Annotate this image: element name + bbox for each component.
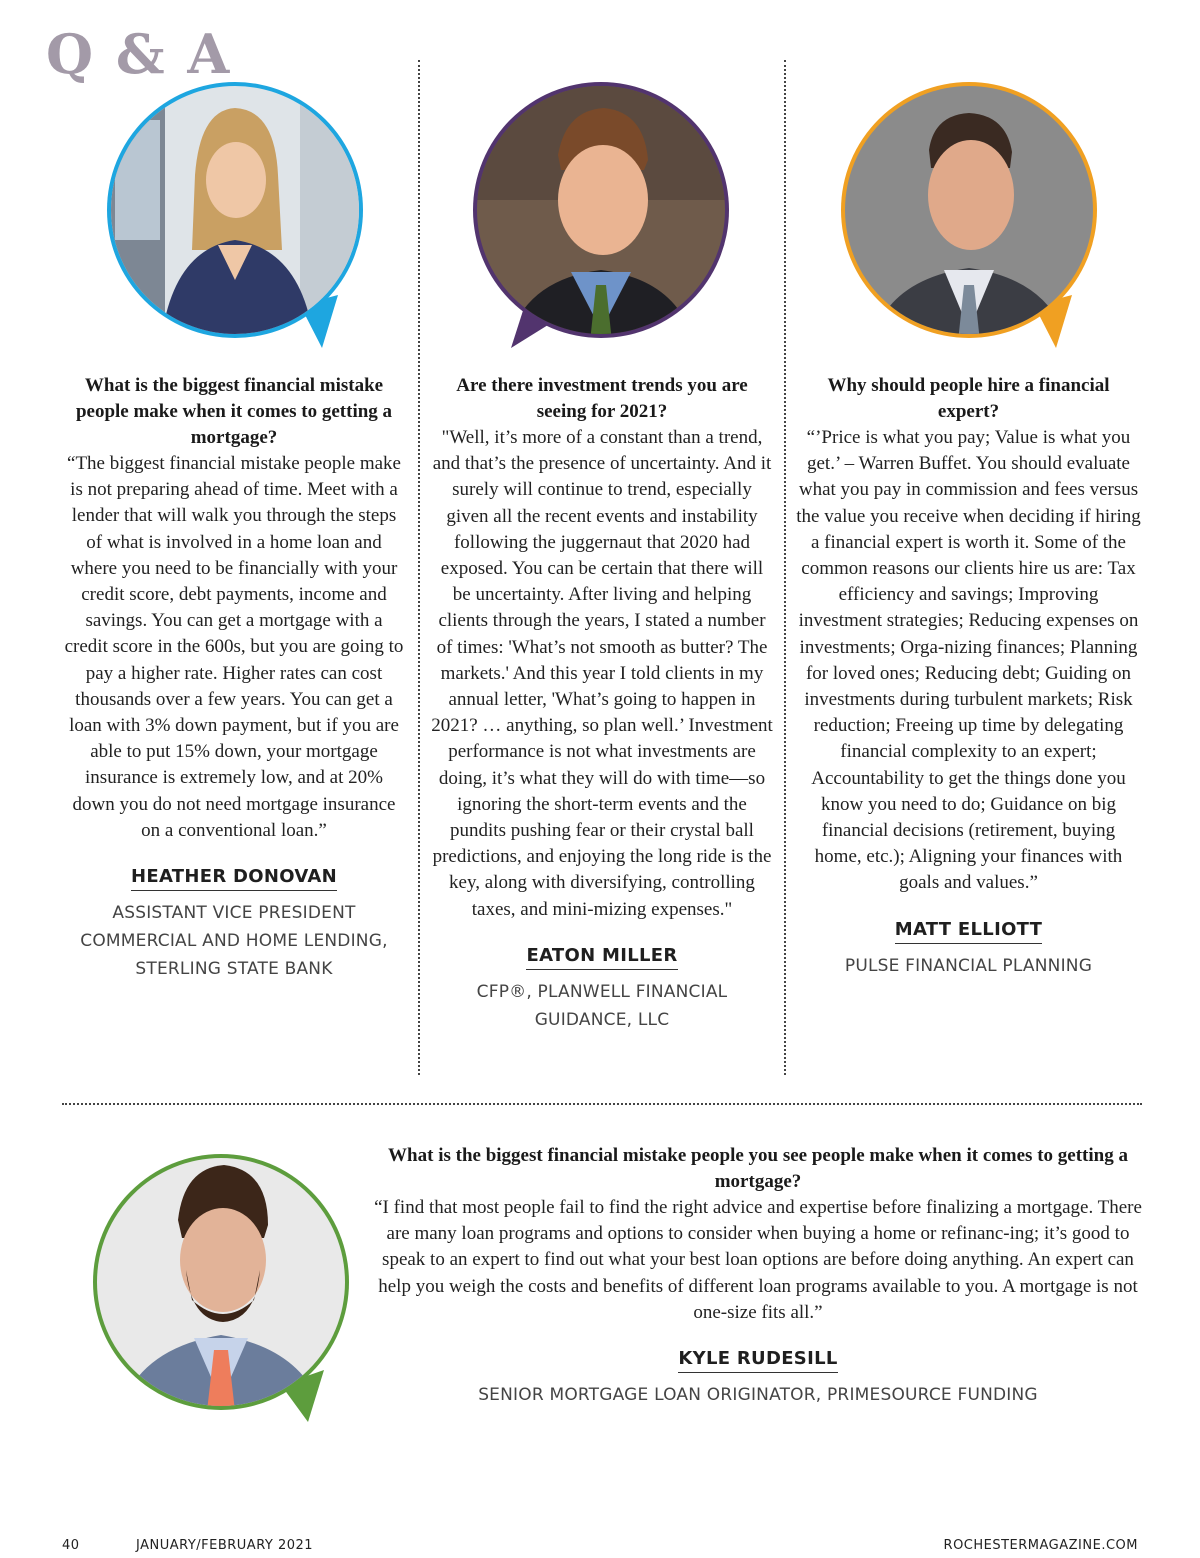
issue-date: JANUARY/FEBRUARY 2021 <box>136 1538 314 1553</box>
respondent-role: PULSE FINANCIAL PLANNING <box>844 955 1093 976</box>
respondent-role: SENIOR MORTGAGE LOAN ORIGINATOR, PRIMESOURCE FUNDING <box>478 1385 1038 1406</box>
qa-section-kyle <box>372 1143 1144 1409</box>
eaton-miller-photo <box>466 80 736 350</box>
question: What is the biggest financial mistake people you see people make when it comes to getting a mortgage? <box>388 1145 1128 1192</box>
qa-column-eaton <box>430 373 774 1034</box>
respondent-role: CFP®, PLANWELL FINANCIAL GUIDANCE, LLC <box>476 981 728 1030</box>
page-number: 40 <box>62 1538 80 1553</box>
matt-elliott-photo <box>834 80 1104 350</box>
website-link[interactable]: ROCHESTERMAGAZINE.COM <box>943 1538 1138 1553</box>
respondent-name: HEATHER DONOVAN <box>131 866 337 891</box>
question: Are there investment trends you are seeing for 2021? <box>456 375 748 422</box>
kyle-rudesill-photo <box>86 1150 356 1425</box>
section-divider <box>62 1103 1142 1105</box>
respondent-name: EATON MILLER <box>526 945 677 970</box>
section-title: Q & A <box>46 22 232 86</box>
respondent-name: KYLE RUDESILL <box>678 1348 837 1373</box>
answer: “I find that most people fail to find the right advice and expertise before finalizing a mortgage. There are many loan programs and options to consider when buying a home or refinanc-ing; it’s good to speak to an expert to find out what your best loan options are before doing anything. An expert can help you weigh the costs and benefits of different loan programs available to you. A mortgage is not one-size fits all.” <box>374 1197 1142 1323</box>
respondent-role: ASSISTANT VICE PRESIDENT COMMERCIAL AND HOME LENDING, STERLING STATE BANK <box>80 903 388 980</box>
answer: “’Price is what you pay; Value is what you get.’ – Warren Buffet. You should evaluate what you pay in commission and fees versus the value you receive when deciding if hiring a financial expert is worth it. Some of the common reasons our clients hire us are: Tax efficiency and savings; Improving investment strategies; Reducing expenses on investments; Orga-nizing finances; Planning for loved ones; Reducing debt; Guiding on investments during turbulent markets; Risk reduction; Freeing up time by delegating financial complexity to an expert; Accountability to get the things done you know you need to do; Guidance on big financial decisions (retirement, buying home, etc.); Aligning your finances with goals and values.” <box>796 427 1141 894</box>
qa-column-heather <box>64 373 404 983</box>
qa-column-matt <box>796 373 1141 980</box>
column-divider-left <box>418 60 420 1075</box>
answer: "Well, it’s more of a constant than a trend, and that’s the presence of uncertainty. And it surely will continue to trend, especially given all the recent events and instability following the juggernaut that 2020 had exposed. You can be certain that there will be uncertainty. After living and helping clients through the years, I stated a number of times: 'What’s not smooth as butter? The markets.' And this year I told clients in my annual letter, 'What’s going to happen in 2021? … anything, so plan well.’ Investment performance is not what investments are doing, it’s what they will do with time—so ignoring the short-term events and the pundits pushing fear or their crystal ball predictions, and enjoying the long ride is the key, along with diversifying, controlling taxes, and mini-mizing expenses." <box>431 427 773 920</box>
heather-donovan-photo <box>100 80 370 350</box>
respondent-name: MATT ELLIOTT <box>895 919 1043 944</box>
answer: “The biggest financial mistake people make is not preparing ahead of time. Meet with a lender that will walk you through the steps of what is involved in a home loan and where you need to be financially with your credit score, debt payments, income and savings. You can get a mortgage with a credit score in the 600s, but you are going to pay a higher rate. Higher rates can cost thousands over a few years. You can get a loan with 3% down payment, but if you are able to put 15% down, your mortgage insurance is extremely low, and at 20% down you do not need mortgage insurance on a conventional loan.” <box>64 453 404 841</box>
column-divider-right <box>784 60 786 1075</box>
question: What is the biggest financial mistake people make when it comes to getting a mortgage? <box>75 375 393 448</box>
question: Why should people hire a financial expert? <box>827 375 1110 422</box>
